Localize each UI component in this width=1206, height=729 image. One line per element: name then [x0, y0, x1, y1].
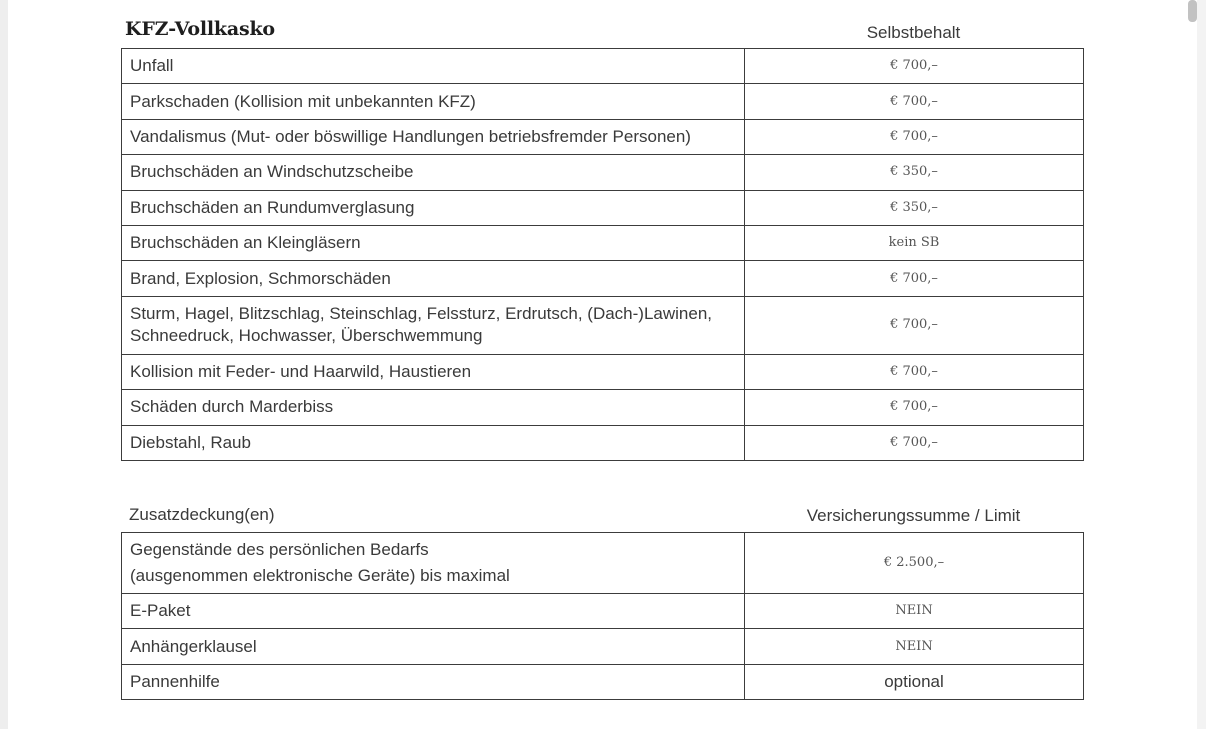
table-row	[122, 594, 1084, 629]
row-value: € 700,–	[745, 296, 1084, 354]
row-value: NEIN	[745, 594, 1084, 629]
row-value: € 700,–	[745, 119, 1084, 154]
row-label: Anhängerklausel	[122, 629, 745, 664]
row-label: Kollision mit Feder- und Haarwild, Haustieren	[122, 354, 745, 389]
table-row	[122, 190, 1084, 225]
vollkasko-table	[121, 48, 1084, 461]
zusatz-title: Zusatzdeckung(en)	[129, 505, 275, 524]
row-value: € 700,–	[745, 84, 1084, 119]
table-row	[122, 425, 1084, 460]
row-value: € 700,–	[745, 354, 1084, 389]
table-row	[122, 155, 1084, 190]
row-label: Schäden durch Marderbiss	[122, 390, 745, 425]
table-row	[122, 354, 1084, 389]
row-label: Brand, Explosion, Schmorschäden	[122, 261, 745, 296]
table-row	[122, 49, 1084, 84]
row-label	[122, 533, 745, 594]
selbstbehalt-column-header: Selbstbehalt	[866, 23, 961, 42]
scrollbar-thumb[interactable]	[1188, 0, 1197, 22]
row-value: € 700,–	[745, 261, 1084, 296]
table-row	[122, 84, 1084, 119]
row-label: Bruchschäden an Rundumverglasung	[122, 190, 745, 225]
vollkasko-title: KFZ-Vollkasko	[125, 18, 275, 40]
row-value: € 700,–	[745, 49, 1084, 84]
row-value: € 350,–	[745, 155, 1084, 190]
table-row	[122, 296, 1084, 354]
table-row	[122, 533, 1084, 594]
table-row	[122, 390, 1084, 425]
table-row	[122, 664, 1084, 699]
row-value: € 350,–	[745, 190, 1084, 225]
row-value: NEIN	[745, 629, 1084, 664]
row-label-line: Gegenstände des persönlichen Bedarfs	[130, 540, 429, 559]
table-row	[122, 261, 1084, 296]
row-label: Bruchschäden an Kleingläsern	[122, 225, 745, 260]
row-value: optional	[745, 664, 1084, 699]
zusatz-header	[121, 484, 1084, 532]
zusatz-section	[121, 484, 1084, 700]
zusatz-table	[121, 532, 1084, 700]
table-row	[122, 629, 1084, 664]
row-label-line: (ausgenommen elektronische Geräte) bis maximal	[130, 566, 510, 585]
row-label-line: Schneedruck, Hochwasser, Überschwemmung	[130, 326, 483, 346]
row-value: € 700,–	[745, 425, 1084, 460]
row-label	[122, 296, 745, 354]
scrollbar-track[interactable]	[1197, 0, 1206, 729]
row-label: Diebstahl, Raub	[122, 425, 745, 460]
vollkasko-section	[121, 0, 1084, 461]
row-value: kein SB	[745, 225, 1084, 260]
limit-column-header: Versicherungssumme / Limit	[806, 506, 1021, 525]
row-label: E-Paket	[122, 594, 745, 629]
row-label: Parkschaden (Kollision mit unbekannten KFZ)	[122, 84, 745, 119]
row-label: Bruchschäden an Windschutzscheibe	[122, 155, 745, 190]
row-label-line: Sturm, Hagel, Blitzschlag, Steinschlag, Felssturz, Erdrutsch, (Dach-)Lawinen,	[130, 304, 713, 324]
row-value: € 700,–	[745, 390, 1084, 425]
table-row	[122, 225, 1084, 260]
row-label: Unfall	[122, 49, 745, 84]
row-value: € 2.500,–	[745, 533, 1084, 594]
table-row	[122, 119, 1084, 154]
vollkasko-header	[121, 0, 1084, 48]
row-label: Pannenhilfe	[122, 664, 745, 699]
row-label: Vandalismus (Mut- oder böswillige Handlungen betriebsfremder Personen)	[122, 119, 745, 154]
